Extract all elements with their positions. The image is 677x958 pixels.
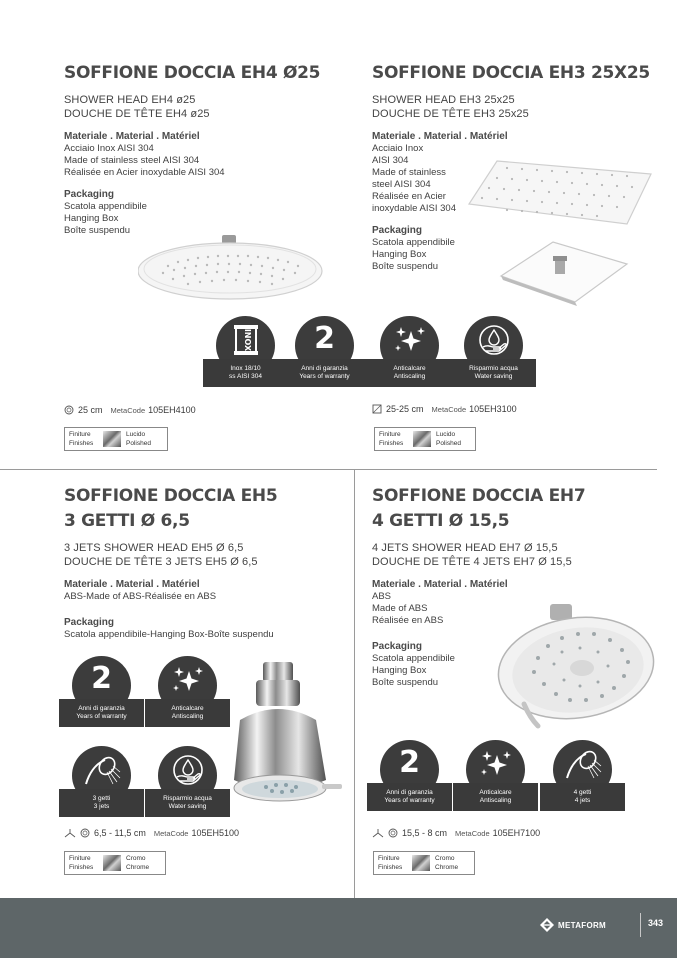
badge-label-bar <box>451 359 536 387</box>
material-line: Acciaio Inox <box>372 143 424 154</box>
badge-water-saving <box>145 746 230 818</box>
finish-label: Finishes <box>69 864 94 871</box>
badge-label: Anticalcare <box>393 364 426 372</box>
badge-label: Risparmio acqua <box>163 794 212 802</box>
product-title: SOFFIONE DOCCIA EH5 <box>64 486 278 506</box>
material-heading: Materiale . Material . Matériel <box>64 579 200 590</box>
packaging-line: Hanging Box <box>372 665 427 676</box>
badge-label-bar <box>145 789 230 817</box>
product-subtitle: DOUCHE DE TÊTE 3 JETS EH5 Ø 6,5 <box>64 556 258 568</box>
badge-warranty <box>367 740 452 812</box>
badge-antiscaling <box>367 316 452 388</box>
jets-icon <box>564 748 602 780</box>
badge-label: 4 jets <box>574 797 591 804</box>
product-subtitle: 3 JETS SHOWER HEAD EH5 Ø 6,5 <box>64 542 244 554</box>
material-line: Acciaio Inox AISI 304 <box>64 143 154 154</box>
badge-label: ss AISI 304 <box>229 373 262 380</box>
finish-value: Polished <box>436 440 461 447</box>
packaging-line: Scatola appendibile-Hanging Box-Boîte suspendu <box>64 629 274 640</box>
finish-value: Cromo <box>435 855 455 862</box>
material-line: Réalisée en Acier inoxydable AISI 304 <box>64 167 225 178</box>
product-subtitle: SHOWER HEAD EH4 ø25 <box>64 94 196 106</box>
badge-label: Anticalcare <box>171 704 204 712</box>
badge-label: Antiscaling <box>479 797 512 804</box>
svg-text:INOX: INOX <box>242 328 252 351</box>
packaging-line: Hanging Box <box>64 213 119 224</box>
metacode-value: 105EH7100 <box>492 828 541 838</box>
product-title: SOFFIONE DOCCIA EH7 <box>372 486 586 506</box>
sparkle-icon <box>393 325 427 355</box>
diameter-icon <box>64 405 74 415</box>
eh5-shower-head-image <box>230 660 345 825</box>
water-saving-icon <box>171 755 205 785</box>
badge-inox <box>203 316 288 388</box>
material-heading: Materiale . Material . Matériel <box>372 131 508 142</box>
packaging-line: Boîte suspendu <box>372 261 439 272</box>
packaging-heading: Packaging <box>64 617 115 628</box>
badge-label: Years of warranty <box>299 373 350 380</box>
packaging-line: Boîte suspendu <box>372 677 439 688</box>
square-shower-head-side-image <box>493 236 633 306</box>
material-line: Made of ABS <box>372 603 428 614</box>
metacode-label: MetaCode <box>431 404 467 414</box>
badge-water-saving <box>451 316 536 388</box>
material-line: ABS <box>372 591 392 602</box>
packaging-line: Hanging Box <box>372 249 427 260</box>
material-line: Réalisée en Acier <box>372 191 446 202</box>
badge-jets <box>59 746 144 818</box>
section-divider <box>0 469 657 470</box>
spray-angle-icon <box>64 828 76 838</box>
badge-label-bar <box>282 359 367 387</box>
badge-label-bar <box>203 359 288 387</box>
product-subtitle: DOUCHE DE TÊTE EH4 ø25 <box>64 108 210 120</box>
product-subtitle: DOUCHE DE TÊTE EH3 25x25 <box>372 108 529 120</box>
material-line: AISI 304 <box>372 155 409 166</box>
badge-label: 3 getti <box>92 794 111 802</box>
metacode-value: 105EH5100 <box>191 828 240 838</box>
packaging-heading: Packaging <box>372 641 423 652</box>
finish-label: Finishes <box>379 440 404 447</box>
packaging-heading: Packaging <box>372 225 423 236</box>
finish-label: Finiture <box>378 855 400 862</box>
round-shower-head-image <box>138 232 330 302</box>
material-line: Made of stainless <box>372 167 446 178</box>
product-subtitle: 4 JETS SHOWER HEAD EH7 Ø 15,5 <box>372 542 558 554</box>
product-title: SOFFIONE DOCCIA EH4 Ø25 <box>64 63 321 83</box>
finish-value: Lucido <box>126 431 146 438</box>
badge-jets <box>540 740 625 812</box>
eh7-shower-head-image <box>494 600 664 730</box>
spec-row-eh4 <box>64 405 196 415</box>
metacode-label: MetaCode <box>455 828 490 838</box>
finish-label: Finishes <box>378 864 403 871</box>
size-value: 25 cm <box>78 405 103 415</box>
badge-label: Inox 18/10 <box>230 364 261 372</box>
badge-label: Anni di garanzia <box>78 704 125 712</box>
badge-label: Years of warranty <box>76 713 127 720</box>
metaform-logo-icon <box>540 918 554 932</box>
jets-icon <box>83 754 121 786</box>
spec-row-eh3 <box>372 404 517 414</box>
sparkle-icon <box>171 665 205 695</box>
badge-label-bar <box>59 789 144 817</box>
finish-value: Chrome <box>435 864 459 871</box>
material-line: Made of stainless steel AISI 304 <box>64 155 200 166</box>
badge-label: Anticalcare <box>479 788 512 796</box>
finish-value: Chrome <box>126 864 150 871</box>
water-saving-icon <box>477 325 511 355</box>
badge-warranty <box>59 656 144 728</box>
product-eh4 <box>64 61 344 237</box>
footer-separator <box>640 913 641 937</box>
brand-logo <box>540 918 606 932</box>
spec-row-eh7 <box>372 828 540 838</box>
badge-label-bar <box>145 699 230 727</box>
sparkle-icon <box>479 749 513 779</box>
product-title: 3 GETTI Ø 6,5 <box>64 511 190 531</box>
badge-label: Risparmio acqua <box>469 364 518 372</box>
finish-label: Finiture <box>379 431 401 438</box>
size-value: 25-25 cm <box>386 404 424 414</box>
packaging-line: Scatola appendibile <box>64 201 147 212</box>
badge-warranty <box>282 316 367 388</box>
badge-label: Water saving <box>474 373 513 380</box>
metacode-label: MetaCode <box>153 828 189 838</box>
finish-box-eh5 <box>64 851 166 875</box>
product-title: 4 GETTI Ø 15,5 <box>372 511 510 531</box>
warranty-number: 2 <box>91 661 112 696</box>
badge-label: Antiscaling <box>171 713 204 720</box>
size-value: 15,5 - 8 cm <box>402 828 448 838</box>
spec-row-eh5 <box>64 828 239 838</box>
warranty-number: 2 <box>399 745 420 780</box>
material-line: inoxydable AISI 304 <box>372 203 456 214</box>
finish-box-eh3 <box>374 427 476 451</box>
material-line: ABS-Made of ABS-Réalisée en ABS <box>64 591 217 602</box>
warranty-number: 2 <box>314 321 335 356</box>
diameter-icon <box>388 828 398 838</box>
badge-label-bar <box>540 783 625 811</box>
spray-angle-icon <box>372 828 384 838</box>
product-subtitle: SHOWER HEAD EH3 25x25 <box>372 94 515 106</box>
badge-label: 4 getti <box>573 788 592 796</box>
brand-name: METAFORM <box>558 920 607 930</box>
finish-swatch <box>413 431 431 447</box>
packaging-line: Scatola appendibile <box>372 653 455 664</box>
finish-swatch <box>103 431 121 447</box>
badge-label: Anni di garanzia <box>386 788 433 796</box>
badge-label-bar <box>59 699 144 727</box>
product-title: SOFFIONE DOCCIA EH3 25X25 <box>372 63 650 83</box>
material-line: Réalisée en ABS <box>372 615 444 626</box>
inox-icon <box>234 325 258 355</box>
badge-label: Anni di garanzia <box>301 364 348 372</box>
size-value: 6,5 - 11,5 cm <box>94 828 146 838</box>
product-subtitle: DOUCHE DE TÊTE 4 JETS EH7 Ø 15,5 <box>372 556 572 568</box>
packaging-heading: Packaging <box>64 189 115 200</box>
finish-value: Cromo <box>126 855 146 862</box>
badge-label-bar <box>367 359 452 387</box>
badge-label: Water saving <box>168 803 207 810</box>
badge-label: Antiscaling <box>393 373 426 380</box>
metacode-label: MetaCode <box>110 405 146 415</box>
badge-antiscaling <box>145 656 230 728</box>
metacode-value: 105EH4100 <box>148 405 196 415</box>
finish-swatch <box>412 855 430 871</box>
column-divider <box>354 469 355 899</box>
badge-label-bar <box>453 783 538 811</box>
finish-label: Finiture <box>69 431 91 438</box>
product-eh5 <box>64 484 349 641</box>
finish-value: Polished <box>126 440 151 447</box>
finish-box-eh4 <box>64 427 168 451</box>
finish-swatch <box>103 855 121 871</box>
page-number: 343 <box>648 918 664 928</box>
badge-antiscaling <box>453 740 538 812</box>
packaging-line: Scatola appendibile <box>372 237 455 248</box>
finish-label: Finiture <box>69 855 91 862</box>
badge-label-bar <box>367 783 452 811</box>
finish-box-eh7 <box>373 851 475 875</box>
material-heading: Materiale . Material . Matériel <box>64 131 200 142</box>
metacode-value: 105EH3100 <box>469 404 517 414</box>
badge-label: Years of warranty <box>384 797 435 804</box>
diameter-icon <box>80 828 90 838</box>
page-footer <box>0 898 677 958</box>
packaging-line: Boîte suspendu <box>64 225 131 236</box>
finish-value: Lucido <box>436 431 456 438</box>
badge-label: 3 jets <box>93 803 110 810</box>
square-shower-head-image <box>467 158 657 228</box>
square-size-icon <box>372 404 382 414</box>
finish-label: Finishes <box>69 440 94 447</box>
material-line: steel AISI 304 <box>372 179 431 190</box>
material-heading: Materiale . Material . Matériel <box>372 579 508 590</box>
